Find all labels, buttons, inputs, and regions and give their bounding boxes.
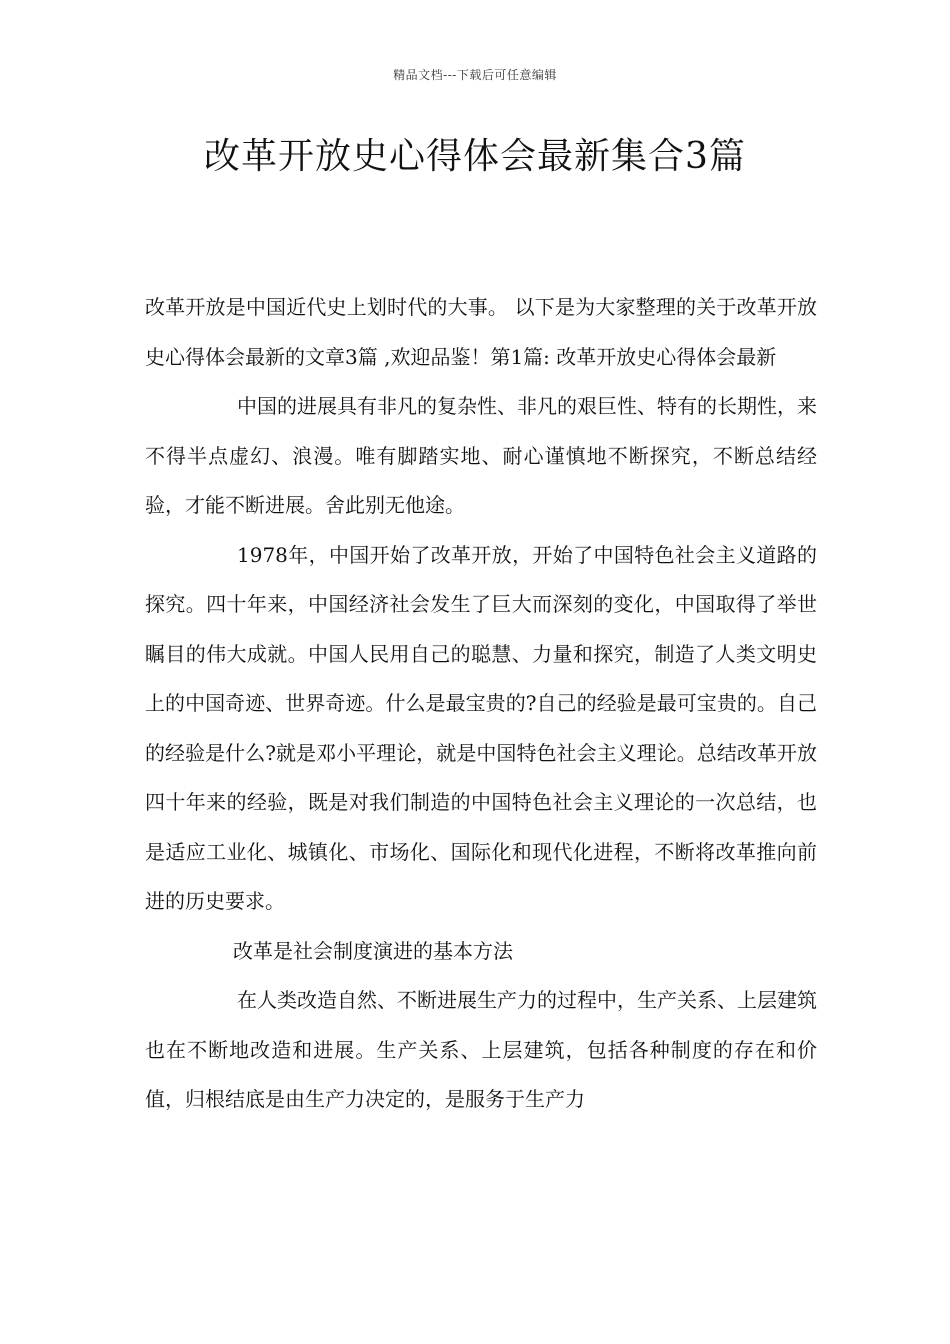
paragraph-3: 在人类改造自然、不断进展生产力的过程中，生产关系、上层建筑也在不断地改造和进展。生产关系、上层建筑，包括各种制度的存在和价值，归根结底是由生产力决定的，是服务于生产力 [145, 988, 817, 1111]
document-body [145, 283, 817, 1125]
paragraph-1: 中国的进展具有非凡的复杂性、非凡的艰巨性、特有的长期性，来不得半点虚幻、浪漫。唯有脚踏实地、耐心谨慎地不断探究，不断总结经验，才能不断进展。舍此别无他途。 [145, 394, 817, 517]
document-title: 改革开放史心得体会最新集合3篇 [204, 136, 746, 177]
paragraph-intro: 改革开放是中国近代史上划时代的大事。 以下是为大家整理的关于改革开放史心得体会最新的文章3篇 ,欢迎品鉴！第1篇: 改革开放史心得体会最新 [145, 295, 817, 369]
header-note: 精品文档---下载后可任意编辑 [393, 68, 557, 82]
paragraph-2: 1978年，中国开始了改革开放，开始了中国特色社会主义道路的探究。四十年来，中国经济社会发生了巨大而深刻的变化，中国取得了举世瞩目的伟大成就。中国人民用自己的聪慧、力量和探究，制造了人类文明史上的中国奇迹、世界奇迹。什么是最宝贵的?自己的经验是最可宝贵的。自己的经验是什么?就是邓小平理论，就是中国特色社会主义理论。总结改革开放四十年来的经验，既是对我们制造的中国特色社会主义理论的一次总结，也是适应工业化、城镇化、市场化、国际化和现代化进程，不断将改革推向前进的历史要求。 [145, 542, 817, 913]
section-heading: 改革是社会制度演进的基本方法 [233, 938, 513, 963]
